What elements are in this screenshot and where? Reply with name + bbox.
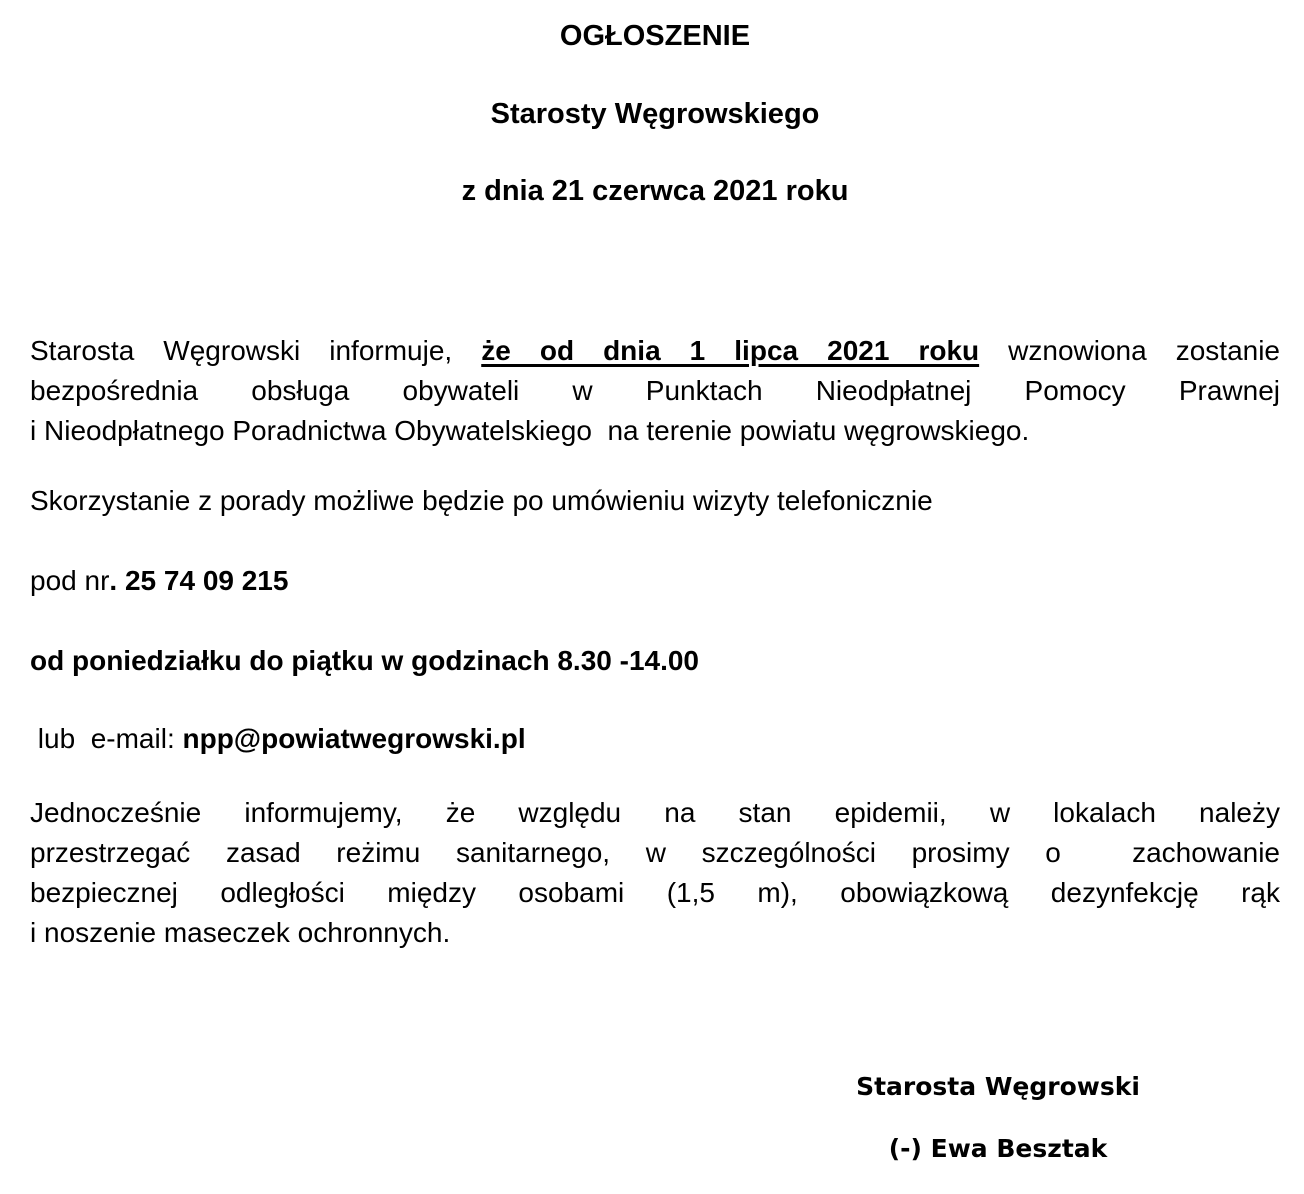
paragraph-resumption-line-2: bezpośrednia obsługa obywateli w Punktach Nieodpłatnej Pomocy Prawnej: [30, 375, 1280, 406]
paragraph-resumption: [30, 331, 1280, 451]
paragraph-sanitary-line-3: bezpiecznej odległości między osobami (1,5 m), obowiązkową dezynfekcję rąk: [30, 877, 1280, 908]
document-title: OGŁOSZENIE: [559, 20, 751, 52]
paragraph-sanitary-line-4: i noszenie maseczek ochronnych.: [30, 917, 451, 948]
resumption-text-after: wznowiona zostanie: [979, 335, 1281, 366]
signature-block: [848, 1071, 1148, 1165]
phone-line: [30, 561, 1280, 601]
signature-role: Starosta Węgrowski: [856, 1072, 1140, 1101]
resumption-emphasized-date: że od dnia 1 lipca 2021 roku: [481, 335, 980, 366]
paragraph-sanitary-line-1: Jednocześnie informujemy, że względu na stan epidemii, w lokalach należy: [30, 797, 1280, 828]
paragraph-appointment-info: Skorzystanie z porady możliwe będzie po umówieniu wizyty telefonicznie: [30, 485, 933, 516]
email-label: lub e-mail:: [30, 723, 183, 754]
email-address: npp@powiatwegrowski.pl: [182, 723, 526, 754]
email-line: [30, 719, 1280, 759]
signature-name: (-) Ewa Besztak: [888, 1134, 1108, 1163]
phone-label: pod nr: [30, 565, 110, 596]
paragraph-resumption-line-3: i Nieodpłatnego Poradnictwa Obywatelskiego na terenie powiatu węgrowskiego.: [30, 415, 1030, 446]
document-issuer: Starosty Węgrowskiego: [490, 98, 820, 130]
office-hours-line: od poniedziałku do piątku w godzinach 8.30 -14.00: [30, 645, 700, 676]
resumption-text-before: Starosta Węgrowski informuje,: [30, 335, 482, 366]
paragraph-resumption-line-1: [30, 331, 1280, 371]
phone-number: . 25 74 09 215: [109, 565, 289, 596]
paragraph-sanitary-line-2: przestrzegać zasad reżimu sanitarnego, w szczególności prosimy o zachowanie: [30, 837, 1280, 868]
paragraph-sanitary-rules: [30, 793, 1280, 953]
document-date-line: z dnia 21 czerwca 2021 roku: [461, 175, 849, 207]
